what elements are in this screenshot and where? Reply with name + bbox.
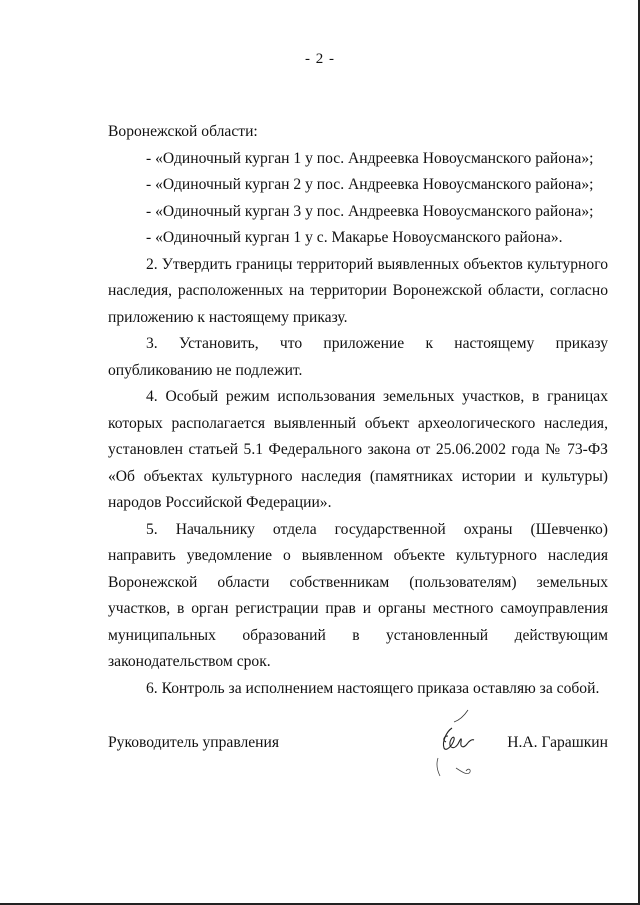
list-item: - «Одиночный курган 1 у с. Макарье Новоусманского района».	[146, 229, 563, 246]
paragraph-5: 5. Начальнику отдела государственной охраны (Шевченко) направить уведомление о выявленном объекте культурного наследия Воронежской области собственникам (пользователям) земельных участков, в орган регистрации прав и органы местного самоуправления муниципальных образований в установленный действующим законодательством срок.	[108, 520, 608, 670]
paragraph-6: 6. Контроль за исполнением настоящего приказа оставляю за собой.	[146, 679, 600, 697]
list-item: - «Одиночный курган 1 у пос. Андреевка Новоусманского района»;	[146, 149, 594, 167]
page-number: - 2 -	[305, 51, 335, 67]
list-item: - «Одиночный курган 3 у пос. Андреевка Новоусманского района»;	[146, 202, 594, 220]
signatory-title: Руководитель управления	[108, 734, 280, 751]
paragraph-3: 3. Установить, что приложение к настоящему приказу опубликованию не подлежит.	[108, 335, 608, 379]
paragraph-2: 2. Утвердить границы территорий выявленных объектов культурного наследия, расположенных на территории Воронежской области, согласно приложению к настоящему приказу.	[108, 255, 608, 326]
list-item: - «Одиночный курган 2 у пос. Андреевка Новоусманского района»;	[146, 176, 594, 193]
intro-line: Воронежской области:	[108, 123, 258, 140]
handwritten-signature	[424, 706, 484, 790]
paragraph-4: 4. Особый режим использования земельных участков, в границах которых располагается выявленный объект археологического наследия, установлен статьей 5.1 Федерального закона от 25.06.2002 года № 73-ФЗ «Об объектах культурного наследия (памятниках истории и культуры) народов Российской Федерации».	[108, 388, 608, 511]
document-body	[108, 119, 608, 702]
signatory-name: Н.А. Гарашкин	[507, 734, 608, 751]
